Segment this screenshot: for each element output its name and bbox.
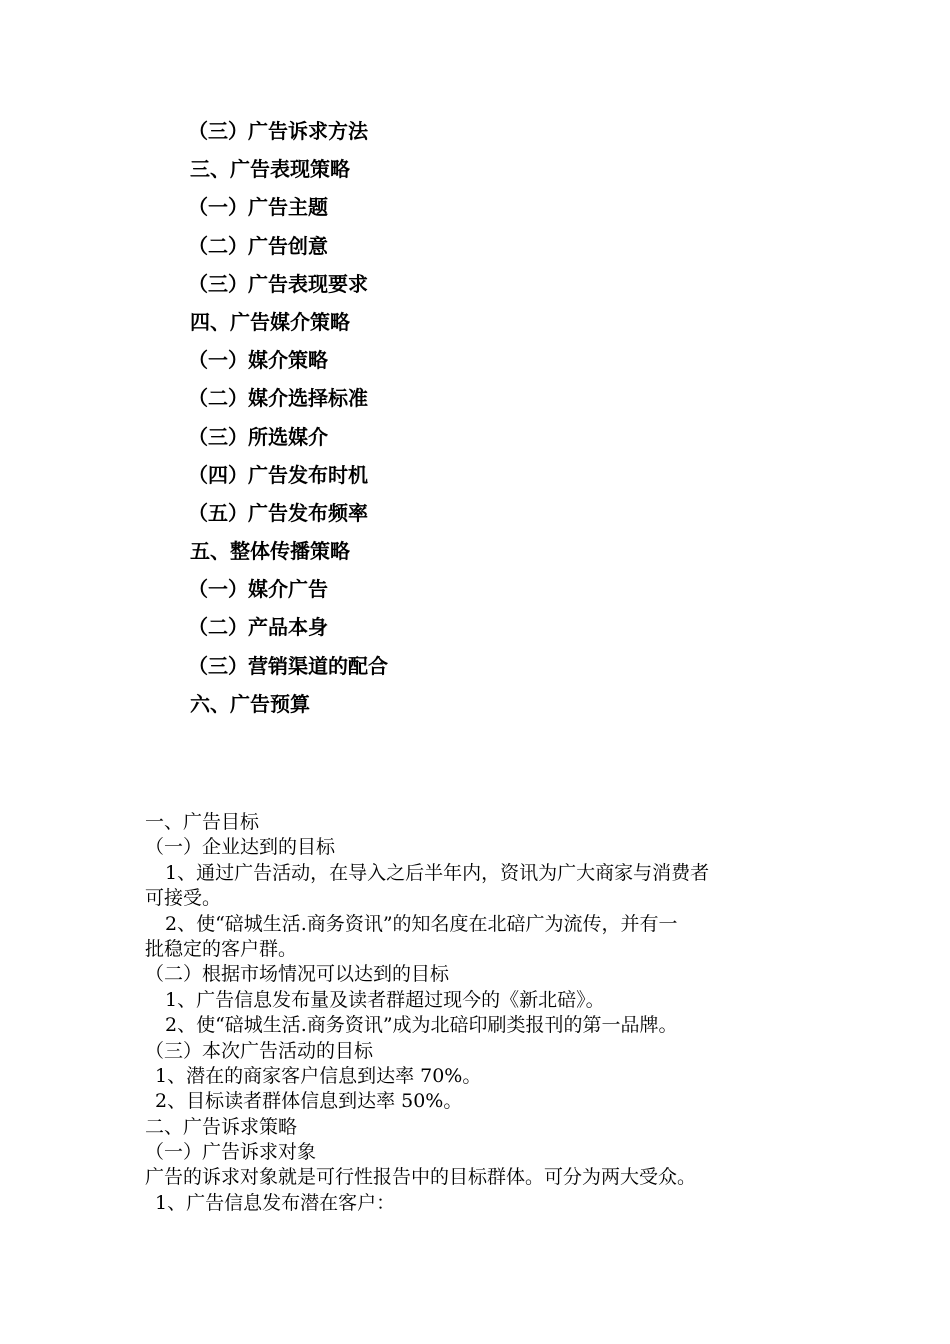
toc-section-heading: 四、广告媒介策略 [190, 309, 350, 334]
toc-subsection-item: （二）产品本身 [188, 615, 328, 640]
toc-subsection-item: （三）广告诉求方法 [188, 119, 368, 143]
body-text-line: 一、广告目标 [145, 811, 260, 833]
toc-subsection-item: （五）广告发布频率 [188, 500, 368, 525]
toc-section-heading: 三、广告表现策略 [190, 157, 350, 182]
toc-subsection-item: （二）媒介选择标准 [188, 386, 368, 411]
toc-subsection-item: （四）广告发布时机 [188, 462, 368, 487]
body-text-line: 1、广告信息发布量及读者群超过现今的《新北碚》。 [165, 988, 605, 1011]
body-text-line: 2、目标读者群体信息到达率 50%。 [155, 1090, 463, 1113]
toc-subsection-item: （三）营销渠道的配合 [188, 653, 388, 678]
body-text-line: 广告的诉求对象就是可行性报告中的目标群体。可分为两大受众。 [145, 1166, 697, 1189]
toc-subsection-item: （一）广告主题 [188, 195, 328, 220]
body-text-line: 1、通过广告活动，在导入之后半年内，资讯为广大商家与消费者 [165, 861, 710, 884]
body-text-line: 1、广告信息发布潜在客户： [155, 1191, 396, 1214]
body-text-line: （一）广告诉求对象 [145, 1141, 317, 1164]
body-text-line: 1、潜在的商家客户信息到达率 70%。 [155, 1064, 482, 1087]
toc-subsection-item: （三）广告表现要求 [188, 271, 368, 296]
body-text-line: 二、广告诉求策略 [145, 1115, 298, 1138]
toc-section-heading: 六、广告预算 [190, 691, 310, 716]
table-of-contents [0, 112, 950, 723]
body-text-line: （二）根据市场情况可以达到的目标 [145, 963, 450, 986]
toc-section-heading: 五、整体传播策略 [190, 539, 350, 564]
body-text-line: 可接受。 [145, 887, 222, 910]
toc-subsection-item: （一）媒介策略 [188, 348, 328, 373]
body-text-line: （一）企业达到的目标 [145, 836, 336, 859]
body-text-line: （三）本次广告活动的目标 [145, 1039, 374, 1062]
toc-subsection-item: （二）广告创意 [188, 233, 328, 258]
body-text-line: 2、使“碚城生活.商务资讯”成为北碚印刷类报刊的第一品牌。 [165, 1014, 678, 1037]
body-text-line: 批稳定的客户群。 [145, 937, 298, 960]
document-body [145, 810, 815, 1216]
toc-subsection-item: （三）所选媒介 [188, 424, 328, 449]
toc-subsection-item: （一）媒介广告 [188, 577, 328, 602]
body-text-line: 2、使“碚城生活.商务资讯”的知名度在北碚广为流传，并有一 [165, 912, 678, 935]
